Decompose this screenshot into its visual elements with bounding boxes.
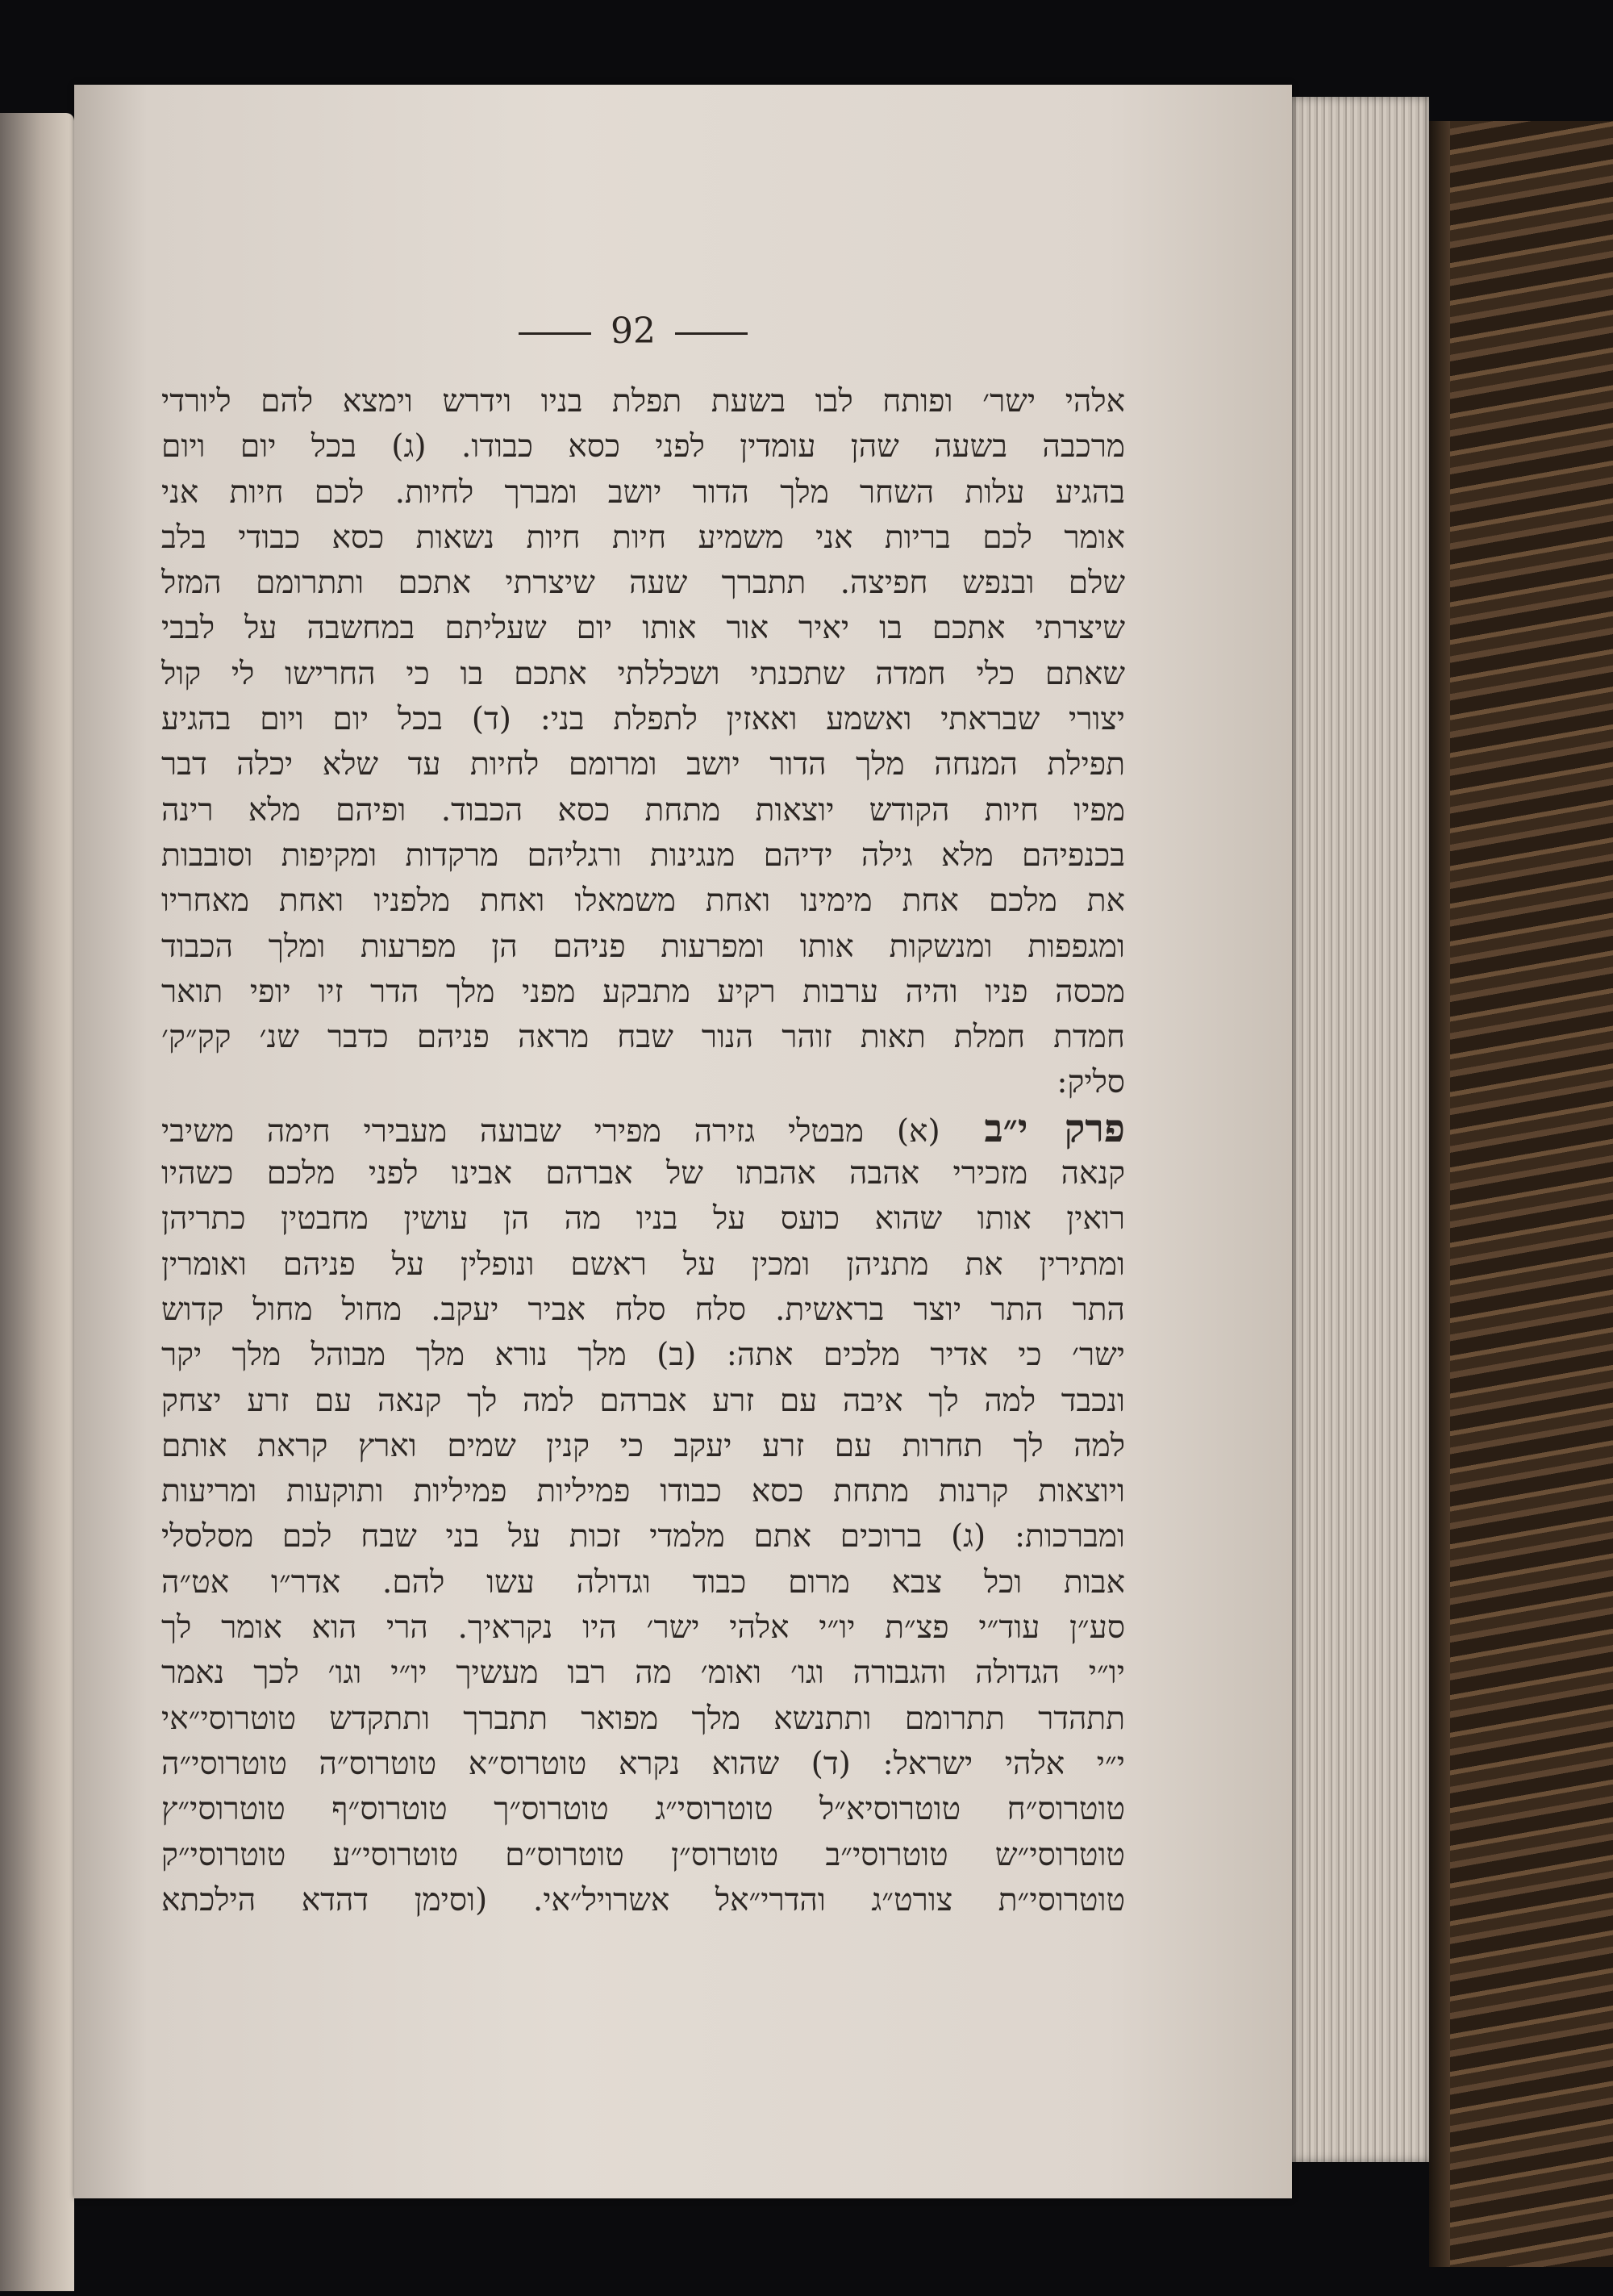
folio-dash-right (675, 332, 748, 335)
text-line: בהגיע עלות השחר מלך הדור יושב ומברך לחיות. לכם חיות אני (161, 474, 1125, 511)
text-line: יצורי שבראתי ואשמע ואאזין לתפלת בני: (ד) בכל יום ויום בהגיע (161, 701, 1125, 738)
text-line: טוטרוסי״ש טוטרוסי״ב טוטרוס״ן טוטרוס״ם טוטרוסי״ע טוטרוסי״ק (161, 1836, 1125, 1873)
text-line: ישר׳ כי אדיר מלכים אתה: (ב) מלך נורא מלך מבוהל מלך יקר (161, 1337, 1125, 1374)
cover-spine-shadow (1429, 121, 1450, 2267)
page-stack-edges (1292, 97, 1429, 2162)
text-line: התר התר יוצר בראשית. סלח סלח אביר יעקב. מחול מחול קדוש (161, 1291, 1125, 1328)
page-number (484, 311, 782, 352)
text-line: את מלכם אחת מימינו ואחת משמאלו ואחת מלפניו ואחת מאחריו (161, 883, 1125, 920)
chapter-heading: פרק י״ב (984, 1105, 1125, 1151)
text-line: אבות וכל צבא מרום כבוד וגדולה עשו להם. אדר״ו אט״ה (161, 1563, 1125, 1601)
text-line: אומר לכם בריות אני משמיע חיות חיות נשאות כסא כבודי בלב (161, 519, 1125, 556)
chapter-first-line: (א) מבטלי גזירה מפירי שבועה מעבירי חימה משיבי (161, 1113, 940, 1150)
text-line: טוטרוס״ח טוטרוסיא״ל טוטרוסי״ג טוטרוס״ך טוטרוס״ף טוטרוסי״ץ (161, 1791, 1125, 1828)
page-number-text: 92 (611, 311, 656, 352)
text-line: ומברכות: (ג) ברוכים אתם מלמדי זכות על בני שבח לכם מסלסלי (161, 1518, 1125, 1555)
text-line: קנאה מזכירי אהבה אהבתו של אברהם אבינו לפני מלכם כשהיו (161, 1155, 1125, 1192)
text-line: רואין אותו שהוא כועס על בניו מה הן עושין מחבטין כתריהן (161, 1200, 1125, 1238)
text-line: שלם ובנפש חפיצה. תתברך שעה שיצרתי אתכם ותתרומם המזל (161, 565, 1125, 602)
text-line: תתהדר תתרומם ותתנשא מלך מפואר תתברך ותתקדש טוטרוסי״אי (161, 1700, 1125, 1737)
text-line: יו״י הגדולה והגבורה וגו׳ ואומ׳ מה רבו מעשיך יו״י וגו׳ לכך נאמר (161, 1655, 1125, 1692)
text-line: י״י אלהי ישראל: (ד) שהוא נקרא טוטרוס״א טוטרוס״ה טוטרוסי״ה (161, 1745, 1125, 1782)
text-line: ויוצאות קרנות מתחת כסא כבודו פמיליות פמיליות ותוקעות ומריעות (161, 1473, 1125, 1510)
text-line: סע״ן עוד״י פצ״ת יו״י אלהי ישר׳ היו נקראיך. הרי הוא אומר לך (161, 1609, 1125, 1647)
text-line: מכסה פניו והיה ערבות רקיע מתבקע מפני מלך הדר זיו יופי תואר (161, 973, 1125, 1010)
text-line: מרכבה בשעה שהן עומדין לפני כסא כבודו. (ג) בכל יום ויום (161, 428, 1125, 465)
folio-dash-left (519, 332, 591, 335)
book-cover (1429, 121, 1613, 2267)
chapter-heading-line (161, 1106, 1125, 1151)
facing-page-edge (0, 113, 74, 2291)
text-line: שיצרתי אתכם בו יאיר אור אותו יום שעליתם במחשבה על לבבי (161, 610, 1125, 647)
text-line: חמדת חמלת תאות זוהר הנור שבח מראה פניהם כדבר שנ׳ קק״ק׳ (161, 1019, 1125, 1056)
text-line: בכנפיהם מלא גילה ידיהם מנגינות ורגליהם מרקדות ומקיפות וסובבות (161, 837, 1125, 874)
text-line: תפילת המנחה מלך הדור יושב ומרומם לחיות עד שלא יכלה דבר (161, 746, 1125, 783)
text-line: סליק: (1057, 1064, 1125, 1101)
text-line: ומגפפות ומנשקות אותו ומפרעות פניהם הן מפרעות ומלך הכבוד (161, 928, 1125, 965)
body-text (161, 379, 1125, 1923)
text-line: שאתם כלי חמדה שתכנתי ושכללתי אתכם בו כי החרישו לי קול (161, 655, 1125, 692)
text-line: ומתירין את מתניהן ומכין על ראשם ונופלין על פניהם ואומרין (161, 1246, 1125, 1283)
text-line: מפיו חיות הקודש יוצאות מתחת כסא הכבוד. ופיהם מלא רינה (161, 791, 1125, 829)
text-line: טוטרוסי״ת צורט״ג והדרי״אל אשרויל״אי. (וסימן דהדא הילכתא (161, 1881, 1125, 1918)
text-line: למה לך תחרות עם זרע יעקב כי קנין שמים וארץ קראת אותם (161, 1427, 1125, 1464)
text-line: ונכבד למה לך איבה עם זרע אברהם למה לך קנאה עם זרע יצחק (161, 1382, 1125, 1419)
text-line: אלהי ישר׳ ופותח לבו בשעת תפלת בניו וידרש וימצא להם ליורדי (161, 383, 1125, 420)
